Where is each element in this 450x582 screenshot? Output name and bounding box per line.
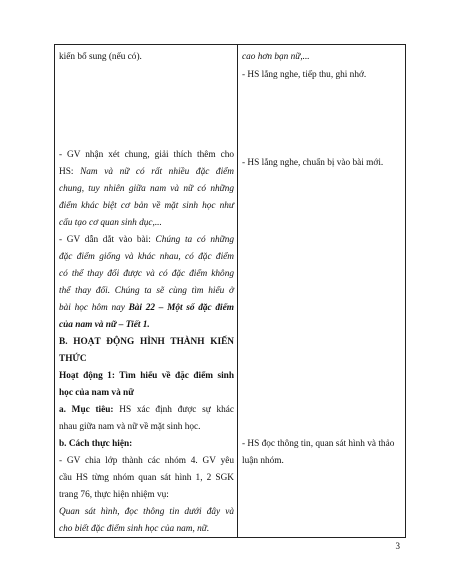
- text-line: - HS lắng nghe, chuẩn bị vào bài mới.: [242, 158, 384, 168]
- text-line: của nam và nữ – Tiết 1.: [59, 320, 150, 330]
- text-line: cao hơn bạn nữ,...: [242, 52, 310, 62]
- text-line: [59, 166, 234, 178]
- text-line: nhau giữa nam và nữ về mặt sinh học.: [59, 422, 201, 432]
- text-line: [59, 302, 234, 314]
- section-heading: B. HOẠT ĐỘNG HÌNH THÀNH KIẾN: [59, 337, 234, 347]
- text-line: chung, tuy nhiên giữa nam và nữ có những: [59, 184, 234, 194]
- text-line: - HS đọc thông tin, quan sát hình và thảo: [242, 439, 395, 449]
- text-span: Bài 22 – Một số đặc điểm: [128, 303, 234, 313]
- text-line: có thể thay đổi được và có đặc điểm không: [59, 269, 234, 279]
- text-line: - GV nhận xét chung, giải thích thêm cho: [59, 150, 234, 160]
- text-line: cầu HS từng nhóm quan sát hình 1, 2 SGK: [59, 473, 234, 483]
- text-span: HS xác định được sự khác: [113, 405, 235, 415]
- text-line: - GV chia lớp thành các nhóm 4. GV yêu: [59, 456, 234, 466]
- text-line: cấu tạo cơ quan sinh dục,...: [59, 218, 162, 228]
- text-span: a. Mục tiêu:: [59, 405, 114, 415]
- text-span: Chúng ta có những: [155, 235, 234, 245]
- column-divider: [237, 45, 238, 537]
- text-line: Quan sát hình, đọc thông tin dưới đây và: [59, 507, 234, 517]
- activity-heading: học của nam và nữ: [59, 388, 134, 398]
- text-span: bài học hôm nay: [59, 303, 129, 313]
- text-span: - GV dẫn dắt vào bài:: [59, 235, 156, 245]
- section-heading: THỨC: [59, 354, 87, 364]
- text-line: - HS lắng nghe, tiếp thu, ghi nhớ.: [242, 70, 367, 80]
- text-line: [59, 234, 234, 246]
- lesson-table: [54, 44, 406, 538]
- text-line: cho biết đặc điểm sinh học của nam, nữ.: [59, 524, 210, 534]
- text-span: HS:: [59, 167, 81, 177]
- text-span: Nam và nữ có rất nhiều đặc điểm: [80, 167, 234, 177]
- text-line: [59, 404, 234, 416]
- page-number: 3: [395, 541, 400, 551]
- text-line: trang 76, thực hiện nhiệm vụ:: [59, 490, 169, 500]
- text-line: b. Cách thực hiện:: [59, 439, 133, 449]
- activity-heading: Hoạt động 1: Tìm hiểu về đặc điểm sinh: [59, 371, 234, 381]
- text-line: kiến bổ sung (nếu có).: [59, 52, 142, 62]
- text-line: điểm khác biệt cơ bản về mặt sinh học như: [59, 201, 234, 211]
- text-line: luận nhóm.: [242, 456, 284, 466]
- text-line: thể thay đổi. Chúng ta sẽ cùng tìm hiểu ở: [59, 286, 234, 296]
- text-line: đặc điểm giống và khác nhau, có đặc điểm: [59, 252, 234, 262]
